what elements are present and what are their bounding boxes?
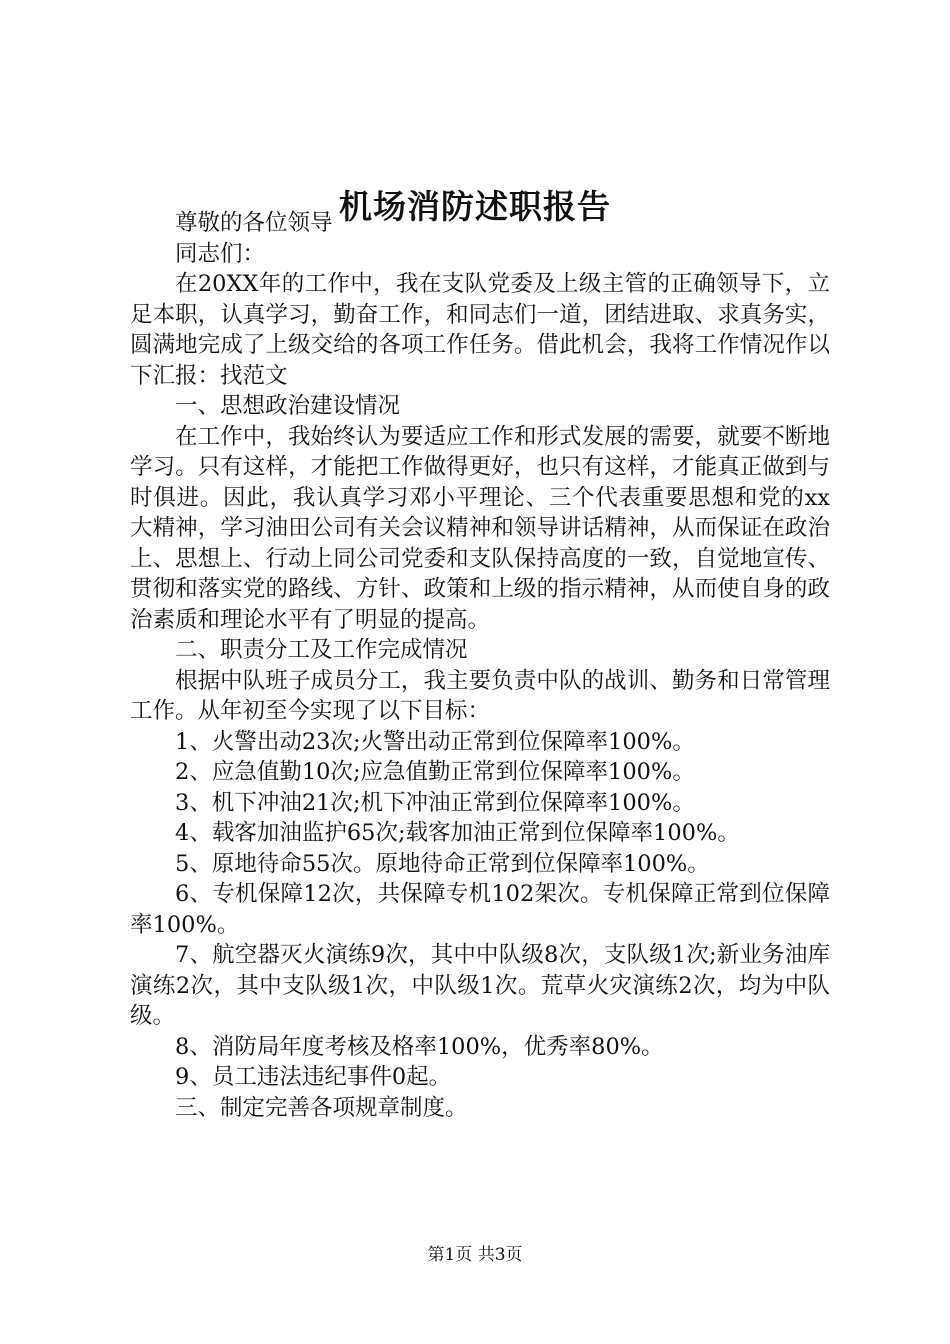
list-item: 5、原地待命55次。原地待命正常到位保障率100%。 (175, 850, 710, 877)
list-item: 7、航空器灭火演练9次，其中中队级8次，支队级1次;新业务油库演练2次，其中支队级1次，中队级1次。荒草火灾演练2次，均为中队级。 (130, 942, 830, 1029)
list-item: 1、火警出动23次;火警出动正常到位保障率100%。 (175, 728, 695, 755)
page-number-footer: 第1页 共3页 (427, 1245, 523, 1265)
section-heading-3: 三、制定完善各项规章制度。 (175, 1094, 468, 1121)
section-heading-1: 一、思想政治建设情况 (175, 393, 401, 419)
section-heading-2: 二、职责分工及工作完成情况 (175, 637, 468, 663)
list-item: 2、应急值勤10次;应急值勤正常到位保障率100%。 (175, 759, 695, 785)
list-item: 9、员工违法违纪事件0起。 (175, 1064, 452, 1090)
list-item: 8、消防局年度考核及格率100%，优秀率80%。 (175, 1033, 664, 1060)
list-item: 4、载客加油监护65次;载客加油正常到位保障率100%。 (175, 820, 740, 846)
document-title: 机场消防述职报告 (339, 187, 611, 226)
intro-paragraph: 在20XX年的工作中，我在支队党委及上级主管的正确领导下，立足本职，认真学习，勤奋工作，和同志们一道，团结进取、求真务实，圆满地完成了上级交给的各项工作任务。借此机会，我将工作情况作以下汇报：找范文 (130, 271, 830, 389)
section-1-paragraph: 在工作中，我始终认为要适应工作和形式发展的需要，就要不断地学习。只有这样，才能把工作做得更好，也只有这样，才能真正做到与时俱进。因此，我认真学习邓小平理论、三个代表重要思想和党的xx大精神，学习油田公司有关会议精神和领导讲话精神，从而保证在政治上、思想上、行动上同公司党委和支队保持高度的一致，自觉地宣传、贯彻和落实党的路线、方针、政策和上级的指示精神，从而使自身的政治素质和理论水平有了明显的提高。 (130, 423, 830, 633)
section-2-paragraph: 根据中队班子成员分工，我主要负责中队的战训、勤务和日常管理工作。从年初至今实现了以下目标： (130, 667, 830, 724)
document-body (130, 208, 830, 1123)
salutation-comrades: 同志们： (175, 240, 266, 267)
list-item: 6、专机保障12次，共保障专机102架次。专机保障正常到位保障率100%。 (130, 881, 830, 938)
list-item: 3、机下冲油21次;机下冲油正常到位保障率100%。 (175, 789, 695, 816)
salutation-leaders: 尊敬的各位领导 (175, 210, 333, 236)
